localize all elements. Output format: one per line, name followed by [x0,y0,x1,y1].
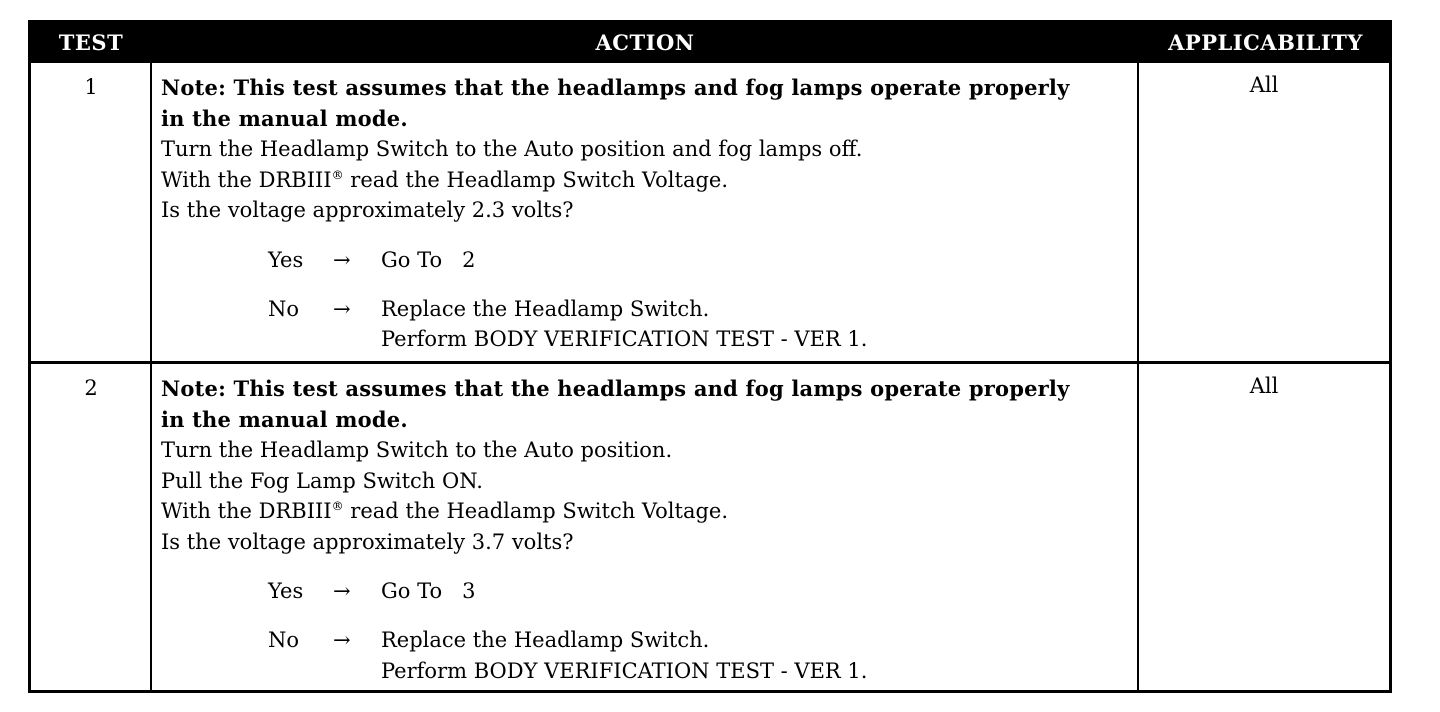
no-label: No [268,296,300,321]
yes-branch [161,576,1141,606]
arrow-icon: → [333,628,351,652]
yes-branch [161,245,1141,275]
note-text: in the manual mode. [161,406,408,432]
no-branch [161,625,1141,685]
instruction-text: Turn the Headlamp Switch to the Auto position. [161,438,673,462]
registered-mark: ® [331,499,344,513]
no-label: No [268,628,300,652]
question-text: Is the voltage approximately 2.3 volts? [161,198,574,222]
arrow-icon: → [333,296,351,321]
instruction-text: Turn the Headlamp Switch to the Auto position and fog lamps off. [161,137,863,161]
arrow-icon: → [333,247,351,272]
question-text: Is the voltage approximately 3.7 volts? [161,529,574,554]
yes-result: Go To 3 [381,579,476,603]
applicability-value: All [1249,73,1279,97]
table-header [31,23,1389,63]
yes-result: Go To 2 [381,247,476,272]
instruction-text: With the DRBIII® read the Headlamp Switch Voltage. [161,499,729,523]
instruction-text: Pull the Fog Lamp Switch ON. [161,468,483,493]
yes-label: Yes [268,579,304,603]
registered-mark: ® [331,167,344,182]
test-number: 1 [84,75,98,99]
header-action: ACTION [595,30,695,55]
instruction-text: With the DRBIII® read the Headlamp Switch Voltage. [161,167,729,192]
diagnostic-test-table [28,20,1392,693]
header-applicability: APPLICABILITY [1168,30,1363,55]
note-text: Note: This test assumes that the headlamps and fog lamps operate properly [161,75,1070,100]
applicability-value: All [1249,374,1279,398]
note-text: in the manual mode. [161,105,408,131]
no-result: Replace the Headlamp Switch. Perform BODY VERIFICATION TEST - VER 1. [381,628,868,683]
action-cell [161,374,1141,685]
no-result: Replace the Headlamp Switch. Perform BODY VERIFICATION TEST - VER 1. [381,296,868,351]
test-number: 2 [84,376,98,400]
arrow-icon: → [333,579,351,603]
note-text: Note: This test assumes that the headlamps and fog lamps operate properly [161,376,1070,401]
table-row [31,63,1389,361]
yes-label: Yes [268,247,304,272]
table-row [31,364,1389,693]
header-test: TEST [58,30,124,55]
no-branch [161,294,1141,354]
action-cell [161,73,1141,354]
